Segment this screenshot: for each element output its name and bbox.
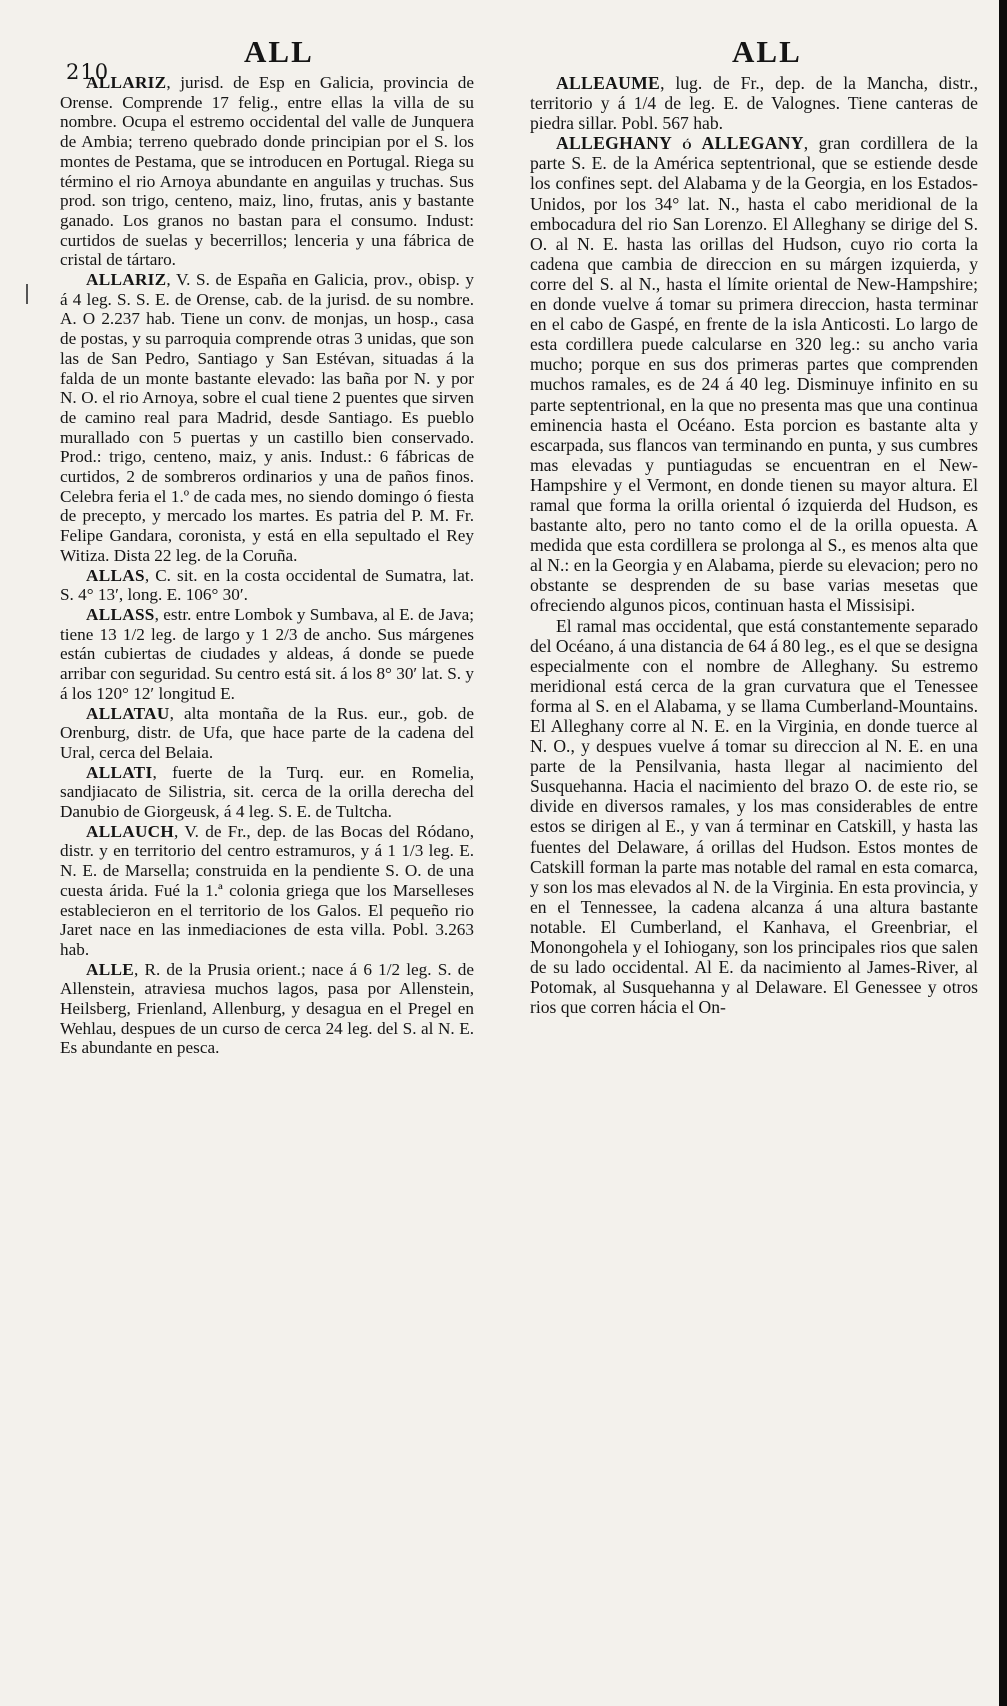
dictionary-entry xyxy=(60,605,474,704)
entry-definition: , lug. de Fr., dep. de la Mancha, distr., territorio y á 1/4 de leg. E. de Valognes. Tiene canteras de piedra sillar. Pobl. 567 hab. xyxy=(530,73,978,134)
dictionary-entry xyxy=(60,270,474,566)
page-edge-shadow xyxy=(999,0,1007,1706)
dictionary-entry xyxy=(60,73,474,270)
entry-definition: , V. de Fr., dep. de las Bocas del Ródano, distr. y en territorio del centro estramuros, y á 1 1/3 leg. E. N. E. de Marsella; construida en la pendiente S. O. de una cuesta árida. Fué la 1.ª colonia griega que los Marselleses establecieron en el territorio de los Galos. El pequeño rio Jaret nace en las inmediaciones de esta villa. Pobl. 3.263 hab. xyxy=(60,821,474,959)
dictionary-entry xyxy=(60,566,474,605)
dictionary-entry xyxy=(60,704,474,763)
entry-definition: El ramal mas occidental, que está constantemente separado del Océano, á una distancia de 64 á 80 leg., es el que se designa especialmente con el nombre de Alleghany. Su estremo meridional está cerca de la gran curvatura que el Tenessee forma al S. en el Alabama, y se llama Cumberland-Mountains. El Alleghany corre al N. E. en la Virginia, en donde tuerce al N. O., y despues vuelve á tomar su direccion al N. E. en una parte de la Pensilvania, hasta llegar al nacimiento del Susquehanna. Hacia el nacimiento del brazo O. de este rio, se divide en diversos ramales, y los mas considerables de entre estos se dirigen al E., y van á terminar en Catskill, y hasta las fuentes del Delaware, á orillas del Hudson. Estos montes de Catskill forman la parte mas notable del ramal en esta comarca, y son los mas elevados al N. de la Virginia. En esta provincia, y en el Tennessee, la cadena alcanza á una altura bastante notable. El Cumberland, el Kanhava, el Greenbriar, el Monongohela y el Iohiogany, son los principales rios que salen de su lado occidental. Al E. da nacimiento al James-River, al Potomak, al Susquehanna y al Delaware. El Genessee y otros rios que corren hácia el On- xyxy=(530,615,978,1018)
entry-headword: ALLATAU xyxy=(86,703,170,723)
entry-headword: ALLE xyxy=(86,959,135,979)
header-guide-word-right: ALL xyxy=(732,34,802,69)
entry-headword: ALLASS xyxy=(86,604,155,624)
entry-definition: , jurisd. de Esp en Galicia, provincia de Orense. Comprende 17 felig., entre ellas la villa de su nombre. Ocupa el estremo occidental del valle de Junquera de Ambia; terreno quebrado donde principian por el S. los montes de Pestama, que se introducen en Portugal. Riega su término el rio Arnoya abundante en anguilas y truchas. Sus prod. son trigo, centeno, maiz, lino, frutas, anis y bastante ganado. Los granos no bastan para el consumo. Indust: curtidos de suelas y becerrillos; lenceria y una fábrica de cristal de tártaro. xyxy=(60,73,474,270)
entry-definition: , gran cordillera de la parte S. E. de la América septentrional, que se estiende desde los confines sept. del Alabama y de la Georgia, en los Estados-Unidos, por los 34° lat. N., hasta el cabo meridional de la embocadura del rio San Lorenzo. El Alleghany se dirige del S. O. al N. E. hasta las orillas del Hudson, cuyo rio corta la cadena que cambia de direccion en su márgen izquierda, y corre del S. al N., hasta el límite oriental de New-Hampshire; en donde vuelve á tomar su primera direccion, hasta terminar en el cabo de Gaspé, en frente de la isla Anticosti. Lo largo de esta cordillera puede calcularse en 320 leg.: su ancho varia mucho; porque en sus dos primeras partes que comprenden muchos ramales, es de 24 á 40 leg. Disminuye infinito en su parte septentrional, en la que no presenta mas que una continua eminencia hasta el Océano. Esta porcion es bastante alta y escarpada, sus flancos van terminando en punta, y sus cumbres mas elevadas y puntiagudas se encuentran en el New-Hampshire y el Vermont, en donde tienen su mayor altura. El ramal que forma la orilla oriental ó izquierda del Hudson, es bastante alto, pero no tanto como el de la orilla opuesta. A medida que esta cordillera se prolonga al S., es menos alta que al N.: en la Georgia y en Alabama, pierde su elevacion; pero no obstante se desprenden de su base varias mesetas que ofreciendo algunos picos, continuan hasta el Missisipi. xyxy=(530,133,978,616)
left-column xyxy=(60,73,474,1058)
header-guide-word-left: ALL xyxy=(244,34,314,69)
dictionary-entry xyxy=(60,960,474,1059)
entry-headword: ALLAUCH xyxy=(86,821,175,841)
entry-headword: ALLARIZ xyxy=(86,73,167,92)
page-number: 210 xyxy=(66,60,110,84)
margin-mark xyxy=(26,284,28,304)
entry-headword: ALLEAUME xyxy=(556,73,661,93)
entry-headword: ALLEGHANY ó ALLEGANY xyxy=(556,133,804,154)
dictionary-entry xyxy=(530,616,978,1018)
entry-definition: , fuerte de la Turq. eur. en Romelia, sandjiacato de Silistria, sit. cerca de la orilla derecha del Danubio de Giorgeusk, á 4 leg. S. E. de Tultcha. xyxy=(60,762,474,822)
dictionary-entry xyxy=(60,822,474,960)
entry-definition: , estr. entre Lombok y Sumbava, al E. de Java; tiene 13 1/2 leg. de largo y 1 2/3 de ancho. Sus márgenes están cubiertas de ciudades y aldeas, á donde se puede arribar con seguridad. Su centro está sit. á los 8° 30′ lat. S. y á los 120° 12′ longitud E. xyxy=(60,604,474,703)
entry-definition: , R. de la Prusia orient.; nace á 6 1/2 leg. S. de Allenstein, atraviesa muchos lagos, pasa por Allenstein, Heilsberg, Frienland, Allenburg, y desagua en el Pregel en Wehlau, despues de un curso de cerca 24 leg. del S. al N. E. Es abundante en pesca. xyxy=(60,959,474,1058)
entry-definition: , V. S. de España en Galicia, prov., obisp. y á 4 leg. S. S. E. de Orense, cab. de la jurisd. de su nombre. A. O 2.237 hab. Tiene un conv. de monjas, un hosp., casa de postas, y su parroquia comprende otras 3 unidas, que son las de San Pedro, Santiago y San Estévan, situadas á la falda de un monte bastante elevado: las baña por N. y por N. O. el rio Arnoya, sobre el cual tiene 2 puentes que sirven de camino real para Madrid, desde Santiago. Es pueblo murallado con 5 puertas y un castillo bien conservado. Prod.: trigo, centeno, maiz, y anis. Indust.: 6 fábricas de curtidos, 2 de sombreros ordinarios y una de paños finos. Celebra feria el 1.º de cada mes, no siendo domingo ó fiesta de precepto, y mercado los martes. Es patria del P. M. Fr. Felipe Gandara, coronista, y está en ella sepultado el Rey Witiza. Dista 22 leg. de la Coruña. xyxy=(60,270,474,565)
right-column xyxy=(530,73,978,1017)
dictionary-entry xyxy=(530,133,978,615)
entry-definition: , alta montaña de la Rus. eur., gob. de Orenburg, distr. de Ufa, que hace parte de la cadena del Ural, cerca del Belaia. xyxy=(60,703,474,762)
entry-headword: ALLATI xyxy=(86,762,153,782)
entry-headword: ALLARIZ xyxy=(86,270,167,290)
dictionary-entry xyxy=(530,73,978,133)
dictionary-entry xyxy=(60,763,474,822)
entry-definition: , C. sit. en la costa occidental de Sumatra, lat. S. 4° 13′, long. E. 106° 30′. xyxy=(60,565,474,605)
entry-headword: ALLAS xyxy=(86,565,145,585)
